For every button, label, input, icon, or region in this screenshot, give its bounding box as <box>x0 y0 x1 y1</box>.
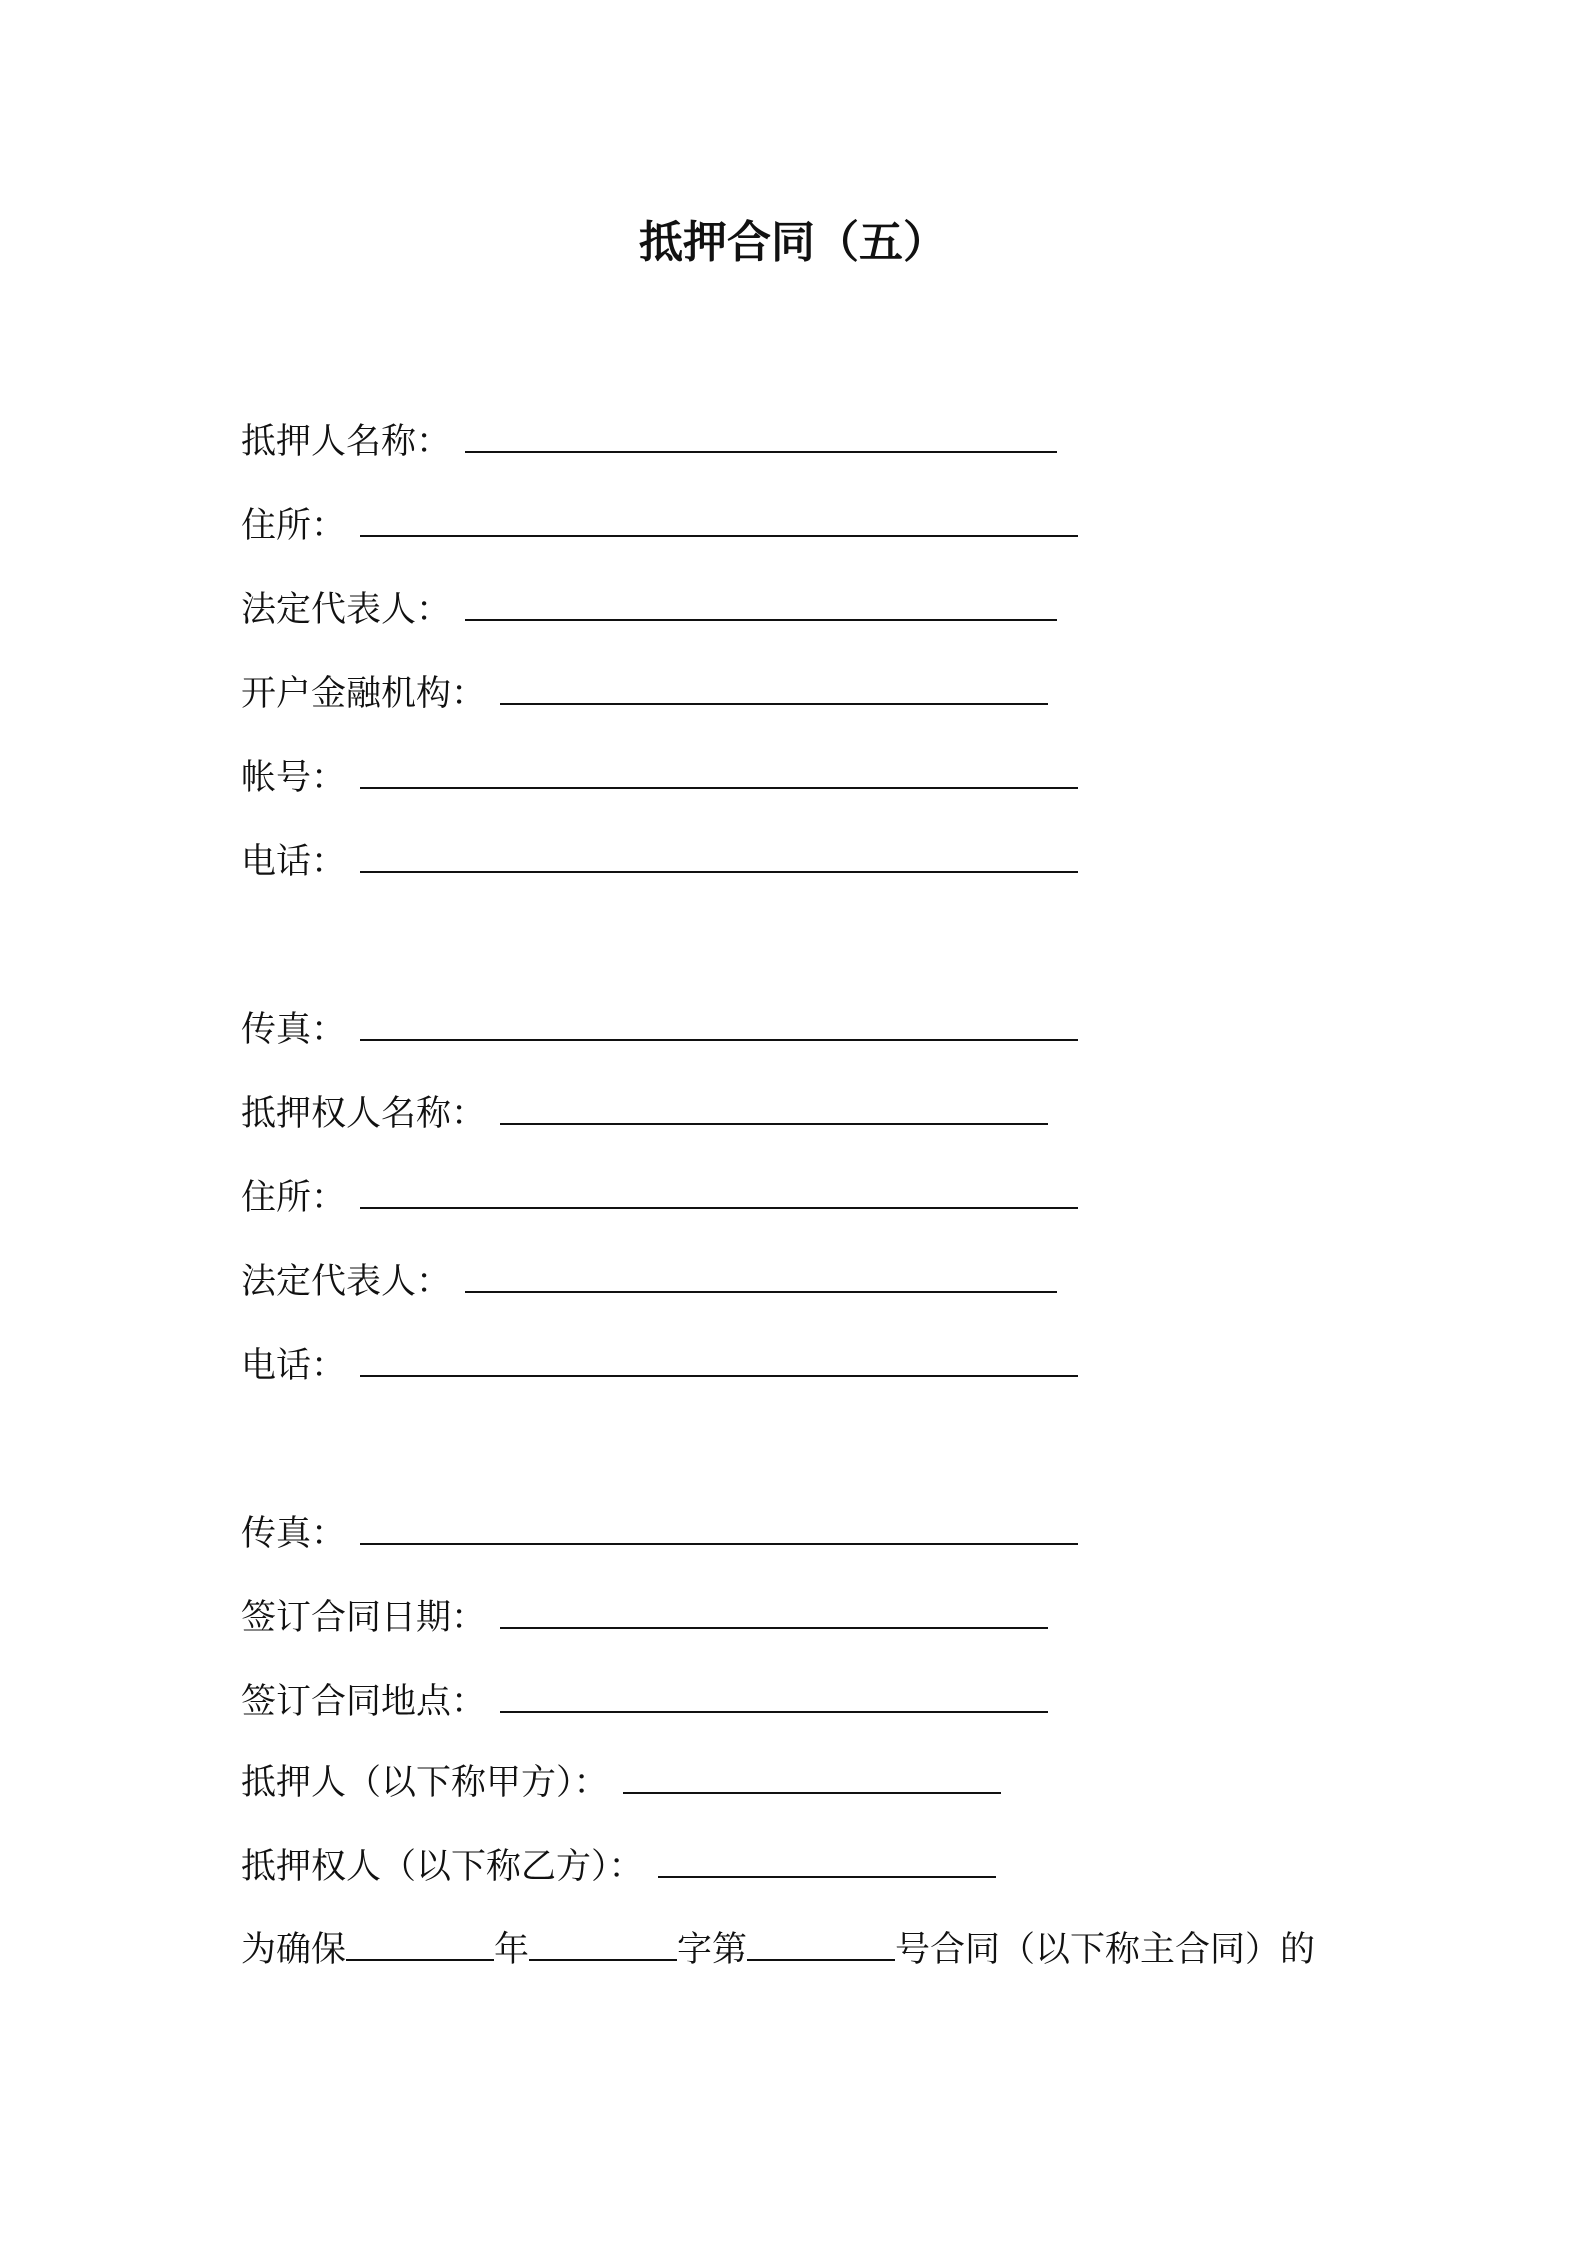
clause-year-blank[interactable] <box>346 1929 494 1961</box>
mortgagee-address-label: 住所： <box>241 1178 347 1218</box>
mortgagee-name-line <box>241 1090 1048 1138</box>
mortgagor-bank-field[interactable] <box>500 673 1048 705</box>
clause-part-4: 号合同（以下称主合同）的 <box>895 1930 1316 1970</box>
mortgagee-address-field[interactable] <box>360 1177 1078 1209</box>
mortgagor-account-label: 帐号： <box>241 758 347 798</box>
mortgagor-fax-line <box>241 1006 1078 1054</box>
mortgagee-phone-line <box>241 1342 1078 1390</box>
mortgagee-representative-line <box>241 1258 1057 1306</box>
party-a-line <box>241 1759 1001 1807</box>
mortgagor-name-line <box>241 418 1057 466</box>
signing-date-label: 签订合同日期： <box>241 1598 487 1638</box>
signing-place-line <box>241 1678 1048 1726</box>
mortgagor-fax-label: 传真： <box>241 1010 347 1050</box>
party-b-line <box>241 1843 996 1891</box>
mortgagor-representative-line <box>241 586 1057 634</box>
mortgagee-fax-label: 传真： <box>241 1514 347 1554</box>
mortgagor-representative-label: 法定代表人： <box>241 590 452 630</box>
mortgagor-phone-line <box>241 838 1078 886</box>
clause-part-2: 年 <box>494 1930 530 1970</box>
mortgagee-fax-line <box>241 1510 1078 1558</box>
signing-place-label: 签订合同地点： <box>241 1682 487 1722</box>
mortgagor-address-label: 住所： <box>241 506 347 546</box>
mortgagor-phone-label: 电话： <box>241 842 347 882</box>
mortgagee-representative-label: 法定代表人： <box>241 1262 452 1302</box>
mortgagor-account-field[interactable] <box>360 757 1078 789</box>
mortgagee-representative-field[interactable] <box>465 1261 1057 1293</box>
clause-part-1: 为确保 <box>241 1930 347 1970</box>
mortgagor-bank-label: 开户金融机构： <box>241 674 487 714</box>
signing-place-field[interactable] <box>500 1681 1048 1713</box>
mortgagee-name-field[interactable] <box>500 1093 1048 1125</box>
mortgagee-fax-field[interactable] <box>360 1513 1078 1545</box>
mortgagor-name-field[interactable] <box>465 421 1057 453</box>
mortgagor-address-line <box>241 502 1078 550</box>
mortgagor-fax-field[interactable] <box>360 1009 1078 1041</box>
mortgagor-representative-field[interactable] <box>465 589 1057 621</box>
mortgagor-address-field[interactable] <box>360 505 1078 537</box>
mortgagee-phone-label: 电话： <box>241 1346 347 1386</box>
mortgagor-bank-line <box>241 670 1048 718</box>
party-b-label: 抵押权人（以下称乙方）： <box>241 1847 644 1887</box>
mortgagor-account-line <box>241 754 1078 802</box>
signing-date-field[interactable] <box>500 1597 1048 1629</box>
mortgagee-phone-field[interactable] <box>360 1345 1078 1377</box>
document-title: 抵押合同（五） <box>639 217 947 268</box>
clause-part-3: 字第 <box>677 1930 748 1970</box>
party-a-label: 抵押人（以下称甲方）： <box>241 1763 609 1803</box>
clause-character-blank[interactable] <box>529 1929 677 1961</box>
signing-date-line <box>241 1594 1048 1642</box>
mortgagee-name-label: 抵押权人名称： <box>241 1094 487 1134</box>
party-a-field[interactable] <box>623 1762 1001 1794</box>
mortgagor-name-label: 抵押人名称： <box>241 422 452 462</box>
party-b-field[interactable] <box>658 1846 996 1878</box>
clause-number-blank[interactable] <box>747 1929 895 1961</box>
mortgagee-address-line <box>241 1174 1078 1222</box>
clause-line <box>241 1926 1315 1974</box>
mortgagor-phone-field[interactable] <box>360 841 1078 873</box>
